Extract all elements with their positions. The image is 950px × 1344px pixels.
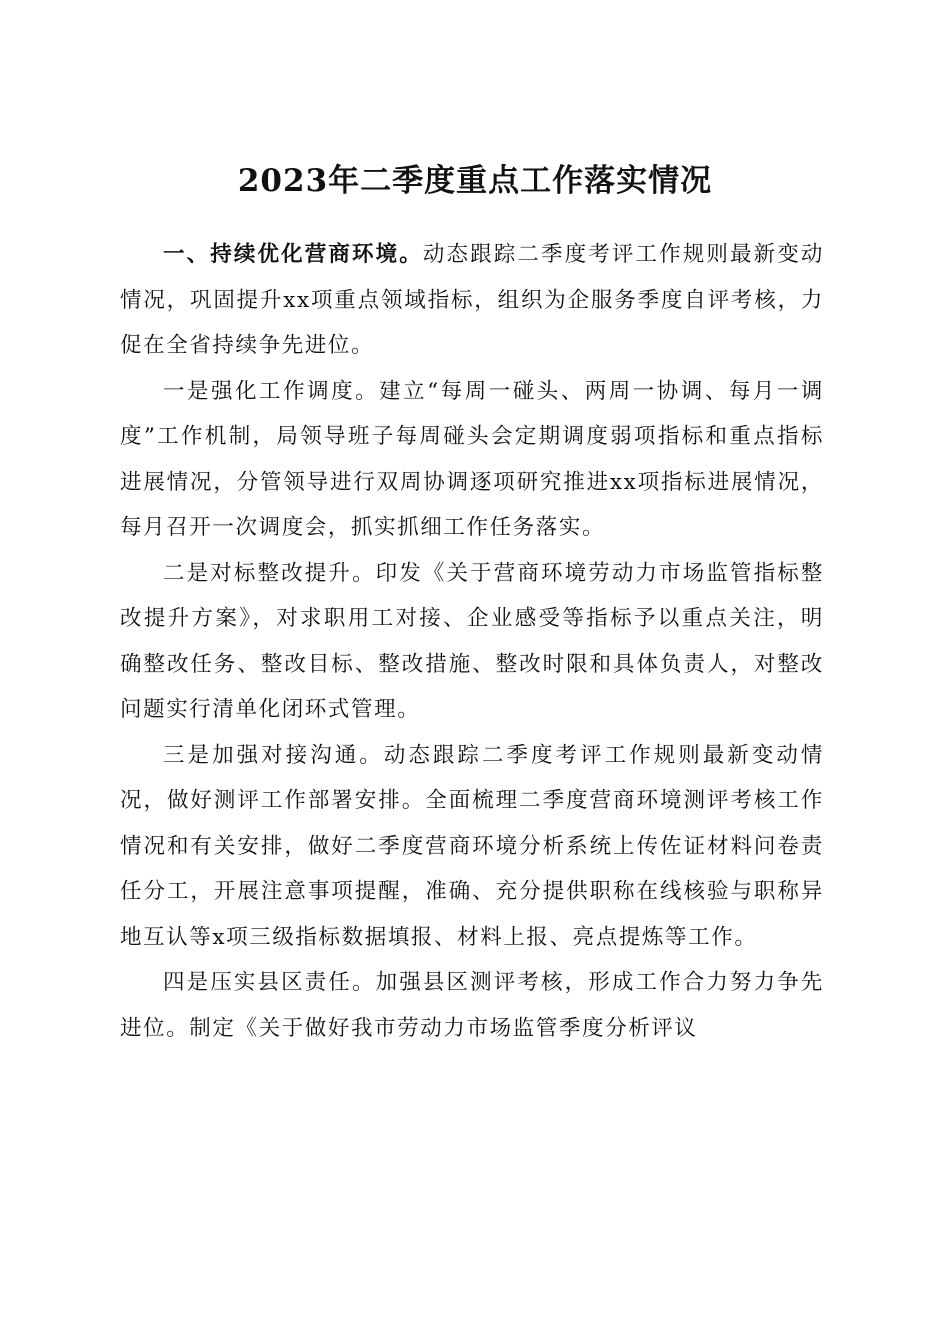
paragraph-text: 动态跟踪二季度考评工作规则最新变动情况，巩固提升xx项重点领域指标，组织为企服务季度自评考核，力促在全省持续争先进位。 bbox=[120, 242, 824, 358]
subsection-heading: 一是强化工作调度。 bbox=[163, 378, 380, 404]
paragraph-text: 动态跟踪二季度考评工作规则最新变动情况，做好测评工作部署安排。全面梳理二季度营商环境测评考核工作情况和有关安排，做好二季度营商环境分析系统上传佐证材料问卷责任分工，开展注意事项提醒，准确、充分提供职称在线核验与职称异地互认等x项三级指标数据填报、材料上报、亮点提炼等工作。 bbox=[120, 742, 824, 950]
paragraph-work-scheduling bbox=[120, 369, 824, 551]
paragraph-optimize-business-environment bbox=[120, 232, 824, 369]
subsection-heading: 三是加强对接沟通。 bbox=[163, 742, 384, 768]
paragraph-text: 印发《关于营商环境劳动力市场监管指标整改提升方案》，对求职用工对接、企业感受等指标予以重点关注，明确整改任务、整改目标、整改措施、整改时限和具体负责人，对整改问题实行清单化闭环式管理。 bbox=[120, 560, 825, 722]
paragraph-rectification bbox=[120, 551, 824, 733]
subsection-heading: 四是压实县区责任。 bbox=[163, 970, 376, 995]
subsection-heading: 二是对标整改提升。 bbox=[163, 560, 376, 586]
paragraph-text: 建立“每周一碰头、两周一协调、每月一调度”工作机制，局领导班子每周碰头会定期调度弱项指标和重点指标进展情况，分管领导进行双周协调逐项研究推进xx项指标进展情况，每月召开一次调度会，抓实抓细工作任务落实。 bbox=[120, 378, 824, 540]
document-title: 2023年二季度重点工作落实情况 bbox=[237, 162, 713, 199]
paragraph-text: 加强县区测评考核，形成工作合力努力争先进位。制定《关于做好我市劳动力市场监管季度分析评议 bbox=[120, 970, 825, 1041]
paragraph-communication bbox=[120, 733, 824, 961]
section-heading: 一、持续优化营商环境。 bbox=[163, 242, 423, 267]
paragraph-county-responsibility bbox=[120, 960, 824, 1051]
document-body bbox=[120, 232, 824, 1051]
